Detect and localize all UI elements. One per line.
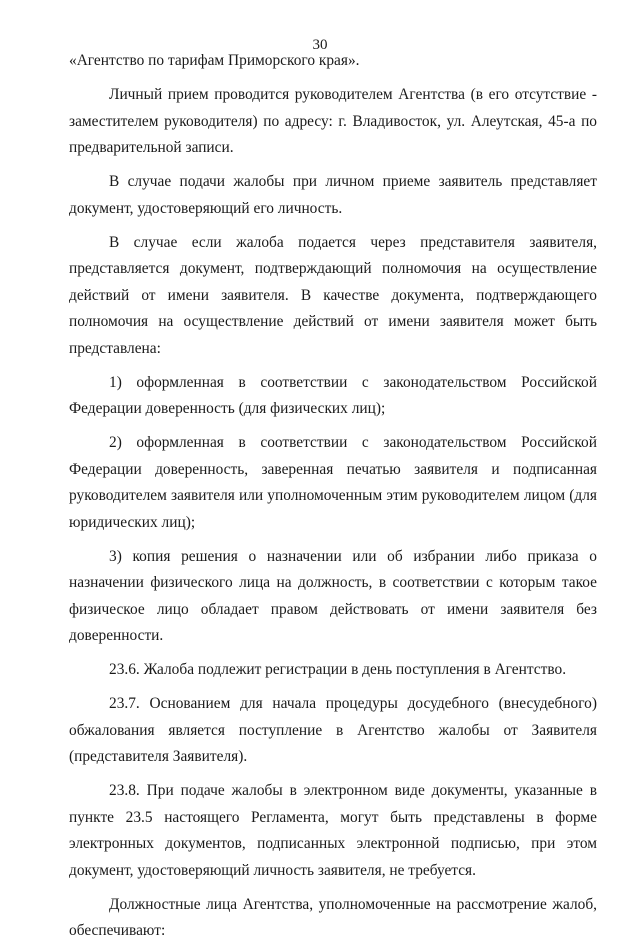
document-body — [69, 48, 597, 945]
list-item-1: 1) оформленная в соответствии с законодательством Российской Федерации доверенность (для физических лиц); — [69, 373, 597, 417]
paragraph-identity-document: В случае подачи жалобы при личном приеме заявитель представляет документ, удостоверяющий его личность. — [69, 173, 597, 217]
paragraph-23-6: 23.6. Жалоба подлежит регистрации в день поступления в Агентство. — [109, 661, 567, 678]
page-number: 30 — [312, 37, 328, 53]
paragraph-agency-name: «Агентство по тарифам Приморского края». — [69, 52, 360, 69]
list-item-2: 2) оформленная в соответствии с законодательством Российской Федерации доверенность, заверенная печатью заявителя и подписанная руководителем заявителя или уполномоченным этим руководителем лицом (для юридических лиц); — [69, 434, 597, 531]
paragraph-23-7: 23.7. Основанием для начала процедуры досудебного (внесудебного) обжалования является поступление в Агентство жалобы от Заявителя (представителя Заявителя). — [69, 695, 597, 765]
paragraph-representative: В случае если жалоба подается через представителя заявителя, представляется документ, подтверждающий полномочия на осуществление действий от имени заявителя. В качестве документа, подтверждающего полномочия на осуществление действий от имени заявителя может быть представлена: — [69, 233, 597, 357]
paragraph-23-8: 23.8. При подаче жалобы в электронном виде документы, указанные в пункте 23.5 настоящего Регламента, могут быть представлены в форме электронных документов, подписанных электронной подписью, при этом документ, удостоверяющий личность заявителя, не требуется. — [69, 782, 597, 879]
list-item-3: 3) копия решения о назначении или об избрании либо приказа о назначении физического лица на должность, в соответствии с которым такое физическое лицо обладает правом действовать от имени заявителя без доверенности. — [69, 547, 597, 644]
paragraph-personal-reception: Личный прием проводится руководителем Агентства (в его отсутствие - заместителем руководителя) по адресу: г. Владивосток, ул. Алеутская, 45-а по предварительной записи. — [69, 86, 597, 156]
paragraph-officials: Должностные лица Агентства, уполномоченные на рассмотрение жалоб, обеспечивают: — [69, 895, 597, 939]
